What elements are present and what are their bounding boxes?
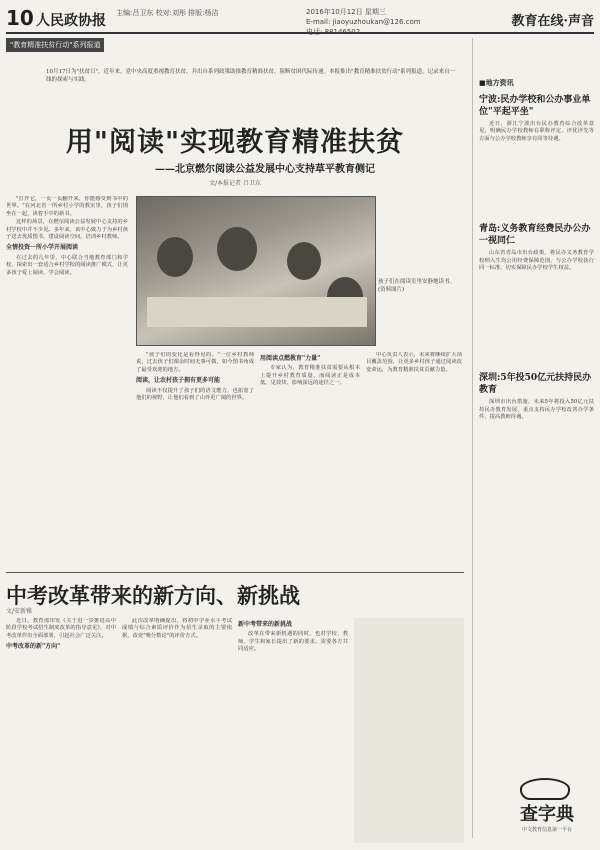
logo-subtext: 中文教育信息第一平台 xyxy=(521,827,572,833)
paragraph: 此次改革明确提出，将初中学业水平考试成绩与综合素质评价作为招生录取的主要依据，改变"唯分数论"的评价方式。 xyxy=(122,618,232,639)
headline-2: 中考改革带来的新方向、新挑战 xyxy=(6,583,300,608)
section-divider xyxy=(6,572,464,573)
bottom-col-1 xyxy=(6,618,116,843)
section-subhead: 用阅读点燃教育"力量" xyxy=(260,355,321,362)
bottom-col-2 xyxy=(122,618,232,843)
article-col-2 xyxy=(136,352,254,604)
paragraph: 近日，教育部印发《关于进一步推进高中阶段学校考试招生制度改革的指导意见》，对中考改革作出全面部署，引起社会广泛关注。 xyxy=(6,618,116,639)
bottom-col-4 xyxy=(354,618,464,843)
photo-table xyxy=(147,297,367,327)
phone-line: 电话: 88146502 xyxy=(306,28,361,36)
sidebar-headline-1: 宁波:民办学校和公办事业单位"平起平坐" xyxy=(479,95,591,117)
series-tag: "教育精准扶贫行动"系列报道 xyxy=(6,38,104,52)
headline: 用"阅读"实现教育精准扶贫 xyxy=(65,127,405,158)
sidebar-body-3 xyxy=(479,399,594,421)
sidebar-headline-2: 青岛:义务教育经费民办公办一视同仁 xyxy=(479,224,591,247)
site-logo[interactable] xyxy=(500,800,594,846)
sidebar-body-2 xyxy=(479,250,594,272)
paragraph: 这样的场景，在燃尔阅读公益发展中心支持的乡村学校中并不少见。多年来，该中心致力于为乡村孩子送去优质图书，建设阅读空间，培训乡村教师。 xyxy=(6,219,128,241)
editor-line: 主编:吕卫东 校对:刘彤 排版:杨洁 xyxy=(116,9,219,17)
photo-figure xyxy=(157,237,193,277)
paper-name: 人民政协报 xyxy=(36,13,106,29)
byline: 文/本报记者 吕卫东 xyxy=(209,180,261,187)
article-col-1 xyxy=(6,196,128,604)
sidebar xyxy=(472,38,594,838)
date-line: 2016年10月12日 星期三 xyxy=(306,8,386,16)
intro-text: 10月17日为"扶贫日"。近年来，党中央高度重视教育扶贫，并出台系列政策助推教育精准扶贫，阻断贫困代际传递。本报推出"教育精准扶贫行动"系列报道，记录来自一线的探索与实践。 xyxy=(46,69,456,83)
section-subhead: 中考改革的新"方向" xyxy=(6,643,61,651)
paragraph: 阅读不仅提升了孩子们的语文能力，也拓宽了他们的视野，让他们看到了山外更广阔的世界。 xyxy=(136,387,254,402)
byline-2: 文/安新雅 xyxy=(6,608,33,615)
subheadline: ——北京燃尔阅读公益发展中心支持草平教育侧记 xyxy=(155,164,375,175)
section-title: 教育在线·声音 xyxy=(511,14,594,29)
email-line: E-mail: jiaoyuzhoukan@126.com xyxy=(306,18,421,26)
paragraph: 专家认为，教育精准扶贫需要从根本上提升乡村教育质量，而阅读正是成本低、见效快、影响深远的途径之一。 xyxy=(260,365,360,387)
paragraph: 山东省青岛市出台政策，将民办义务教育学校纳入生均公用经费保障范围，与公办学校执行同一标准，切实保障民办学校学生权益。 xyxy=(479,250,594,272)
sidebar-body-1 xyxy=(479,121,594,143)
paragraph: 在过去的几年里，中心联合当地教育部门和学校，探索出一套适合乡村学校的阅读推广模式，让更多孩子爱上阅读、学会阅读。 xyxy=(6,254,128,276)
logo-text: 查字典 xyxy=(520,804,574,825)
paragraph: 近日，浙江宁波出台民办教育综合改革意见，明确民办学校教师在职称评定、评优评先等方面与公办学校教师享有同等待遇。 xyxy=(479,121,594,142)
paragraph: 深圳市出台措施，未来5年将投入50亿元扶持民办教育发展，重点支持民办学校改善办学条件、提高教师待遇。 xyxy=(479,399,594,421)
article-col-3 xyxy=(260,352,360,604)
logo-icon xyxy=(520,778,570,800)
article-photo xyxy=(136,196,376,346)
paragraph: "打开它，一页一页翻开来，你能感受到书中的世界。"在河北省一所乡村小学的教室里，孩子们围坐在一起，读着手中的新书。 xyxy=(6,196,128,217)
section-subhead: 阅读，让农村孩子拥有更多可能 xyxy=(136,377,221,385)
sidebar-tag: ■地方资讯 xyxy=(479,79,514,87)
photo-caption: 孩子们在阅读室里安静地读书。(资料图片) xyxy=(378,279,456,293)
page-header xyxy=(6,4,594,34)
date-block xyxy=(306,7,421,37)
article-col-4 xyxy=(366,352,462,604)
photo-figure xyxy=(287,242,321,280)
section-subhead: 新中考带来的新挑战 xyxy=(238,621,293,628)
paragraph: "孩子们的变化是看得见的。"一位乡村教师说，过去孩子们课余时间无事可做，如今图书角成了最受欢迎的地方。 xyxy=(136,352,254,373)
sidebar-headline-3: 深圳:5年投50亿元扶持民办教育 xyxy=(479,373,592,396)
section-subhead: 全情投资一所小学开展阅读 xyxy=(6,244,79,252)
photo-figure xyxy=(217,227,257,271)
paragraph: 中心负责人表示，未来将继续扩大项目覆盖范围，让更多乡村孩子通过阅读改变命运，为教育精准扶贫贡献力量。 xyxy=(366,352,462,373)
page-number: 10 xyxy=(6,6,34,30)
bottom-col-3 xyxy=(238,618,348,843)
paragraph: 改革在带来新机遇的同时，也对学校、教师、学生和家长提出了新的要求，需要各方共同适应。 xyxy=(238,631,348,653)
